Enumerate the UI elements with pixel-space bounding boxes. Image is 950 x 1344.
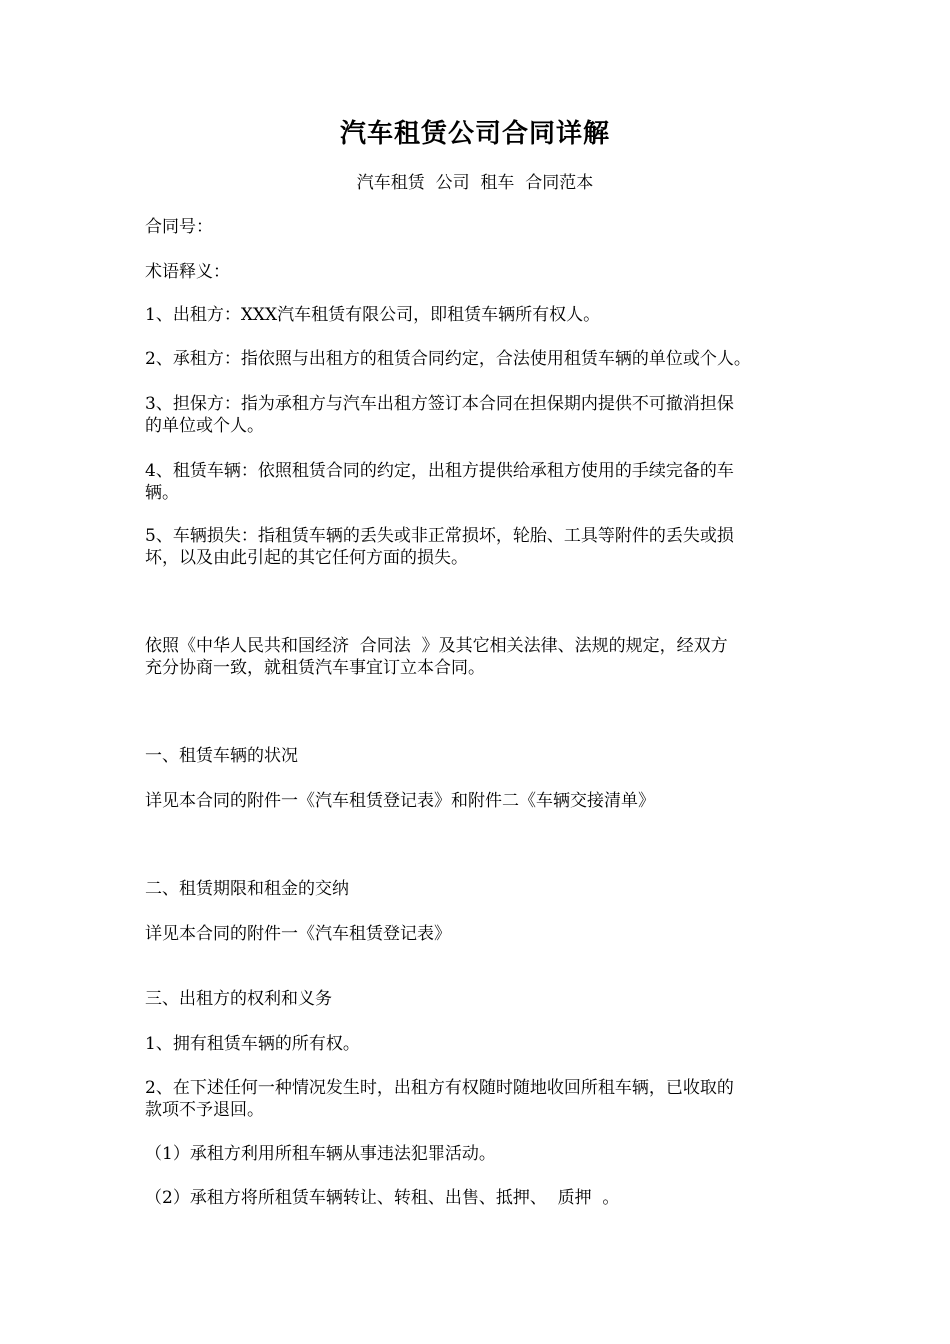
section-3-subitem-2: （2）承租方将所租赁车辆转让、转租、出售、抵押、 质押 。 bbox=[145, 1188, 620, 1208]
terms-heading: 术语释义： bbox=[145, 262, 230, 282]
legal-basis-paragraph: 依照《中华人民共和国经济 合同法 》及其它相关法律、法规的规定，经双方 充分协商一致，就租赁汽车事宜订立本合同。 bbox=[145, 636, 728, 678]
term-lessee: 2、承租方：指依照与出租方的租赁合同约定，合法使用租赁车辆的单位或个人。 bbox=[145, 349, 751, 369]
section-2-body: 详见本合同的附件一《汽车租赁登记表》 bbox=[145, 924, 451, 944]
section-3-item-1: 1、拥有租赁车辆的所有权。 bbox=[145, 1034, 360, 1054]
term-guarantor: 3、担保方：指为承租方与汽车出租方签订本合同在担保期内提供不可撤消担保 的单位或个人。 bbox=[145, 394, 734, 436]
term-vehicle-loss: 5、车辆损失：指租赁车辆的丢失或非正常损坏，轮胎、工具等附件的丢失或损 坏，以及由此引起的其它任何方面的损失。 bbox=[145, 526, 734, 568]
section-1-heading: 一、租赁车辆的状况 bbox=[145, 746, 298, 766]
term-lessor: 1、出租方：XXX汽车租赁有限公司，即租赁车辆所有权人。 bbox=[145, 305, 601, 325]
term-leased-vehicle: 4、租赁车辆：依照租赁合同的约定，出租方提供给承租方使用的手续完备的车 辆。 bbox=[145, 461, 734, 503]
section-3-heading: 三、出租方的权利和义务 bbox=[145, 989, 332, 1009]
section-3-item-2: 2、在下述任何一种情况发生时，出租方有权随时随地收回所租车辆，已收取的 款项不予退回。 bbox=[145, 1078, 734, 1120]
section-2-heading: 二、租赁期限和租金的交纳 bbox=[145, 879, 349, 899]
section-1-body: 详见本合同的附件一《汽车租赁登记表》和附件二《车辆交接清单》 bbox=[145, 791, 655, 811]
document-subtitle: 汽车租赁 公司 租车 合同范本 bbox=[356, 173, 594, 193]
section-3-subitem-1: （1）承租方利用所租车辆从事违法犯罪活动。 bbox=[145, 1144, 496, 1164]
document-title: 汽车租赁公司合同详解 bbox=[339, 119, 610, 149]
contract-number-line: 合同号： bbox=[145, 217, 213, 237]
